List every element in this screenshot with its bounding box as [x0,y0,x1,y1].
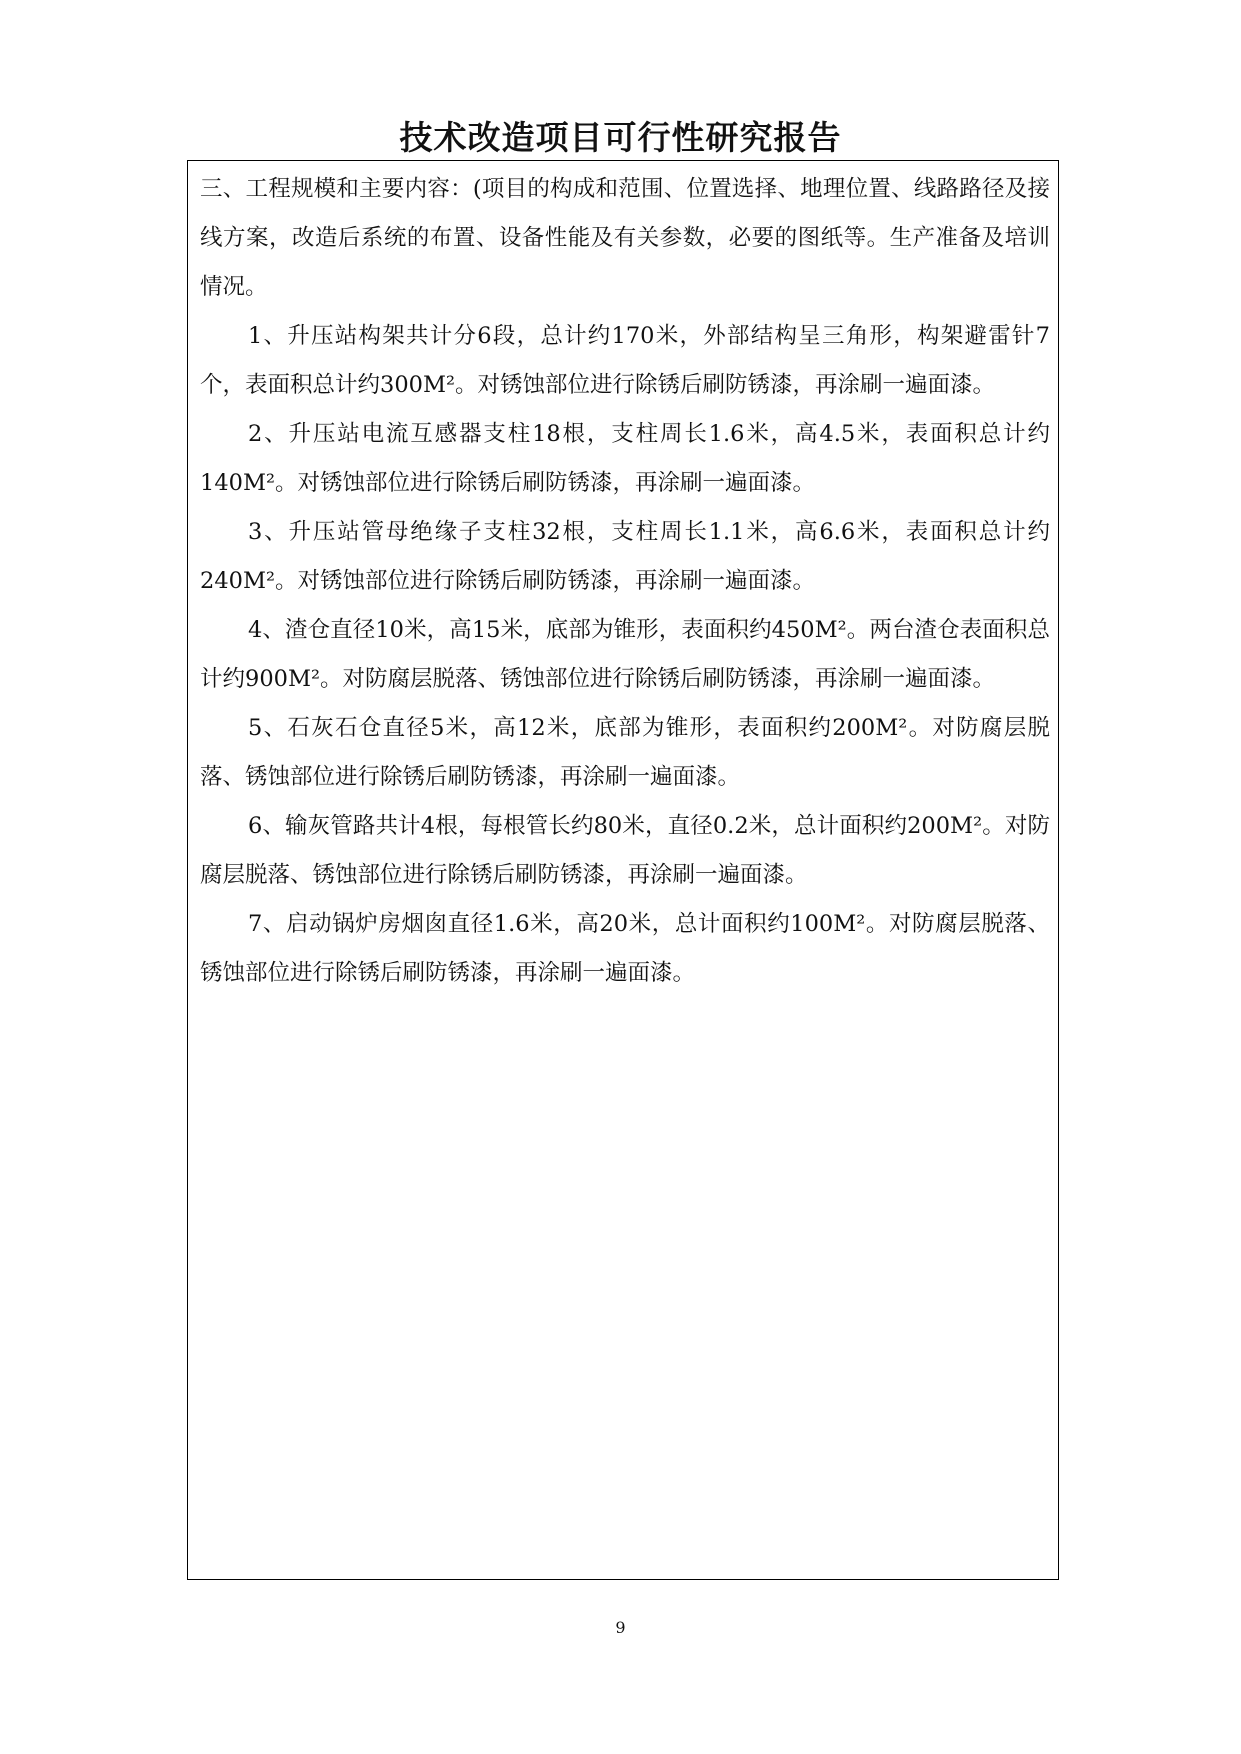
list-item: 1、升压站构架共计分6段，总计约170米，外部结构呈三角形，构架避雷针7个，表面积总计约300M²。对锈蚀部位进行除锈后刷防锈漆，再涂刷一遍面漆。 [200,323,1050,398]
page-title: 技术改造项目可行性研究报告 [399,118,842,157]
list-item: 6、输灰管路共计4根，每根管长约80米，直径0.2米，总计面积约200M²。对防腐层脱落、锈蚀部位进行除锈后刷防锈漆，再涂刷一遍面漆。 [200,813,1050,888]
list-item: 2、升压站电流互感器支柱18根，支柱周长1.6米，高4.5米，表面积总计约140M²。对锈蚀部位进行除锈后刷防锈漆，再涂刷一遍面漆。 [200,421,1050,496]
content-table-cell [187,160,1059,1580]
page-number: 9 [615,1618,626,1637]
list-item: 4、渣仓直径10米，高15米，底部为锥形，表面积约450M²。两台渣仓表面积总计约900M²。对防腐层脱落、锈蚀部位进行除锈后刷防锈漆，再涂刷一遍面漆。 [200,617,1050,692]
content-body [200,161,1050,998]
section-heading: 三、工程规模和主要内容：(项目的构成和范围、位置选择、地理位置、线路路径及接线方案，改造后系统的布置、设备性能及有关参数，必要的图纸等。生产准备及培训情况。 [200,176,1050,300]
list-item: 5、石灰石仓直径5米，高12米，底部为锥形，表面积约200M²。对防腐层脱落、锈蚀部位进行除锈后刷防锈漆，再涂刷一遍面漆。 [200,715,1050,790]
list-item: 3、升压站管母绝缘子支柱32根，支柱周长1.1米，高6.6米，表面积总计约240M²。对锈蚀部位进行除锈后刷防锈漆，再涂刷一遍面漆。 [200,519,1050,594]
list-item: 7、启动锅炉房烟囱直径1.6米，高20米，总计面积约100M²。对防腐层脱落、锈蚀部位进行除锈后刷防锈漆，再涂刷一遍面漆。 [200,911,1050,986]
